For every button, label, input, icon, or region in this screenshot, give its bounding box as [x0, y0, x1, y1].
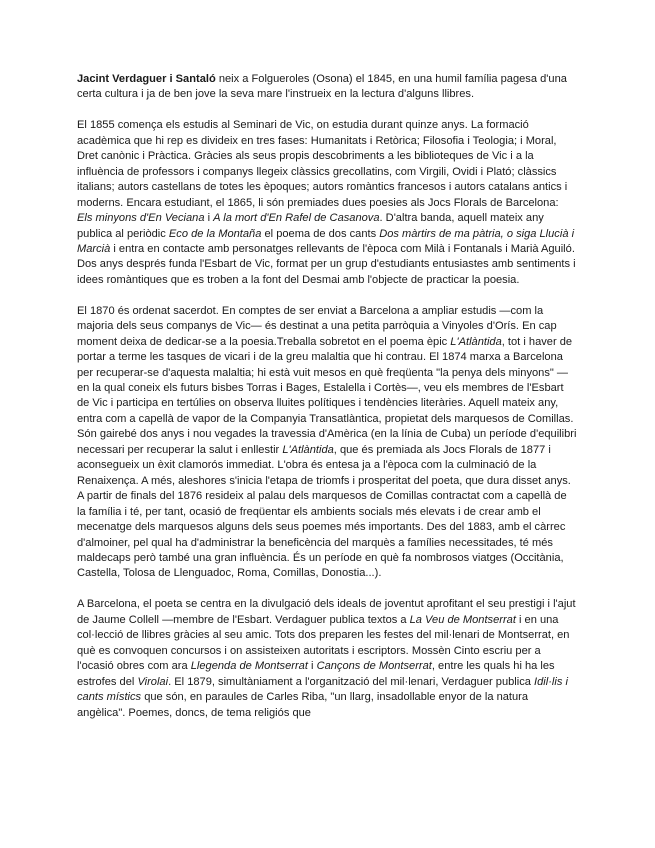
text-run: el poema de dos cants [261, 227, 380, 240]
work-title: Els minyons d'En Veciana [77, 212, 205, 225]
text-run: . D'altra banda, aquell mateix any publica al periòdic [77, 212, 544, 240]
document-body [77, 72, 577, 721]
paragraph-sacerdot [77, 304, 577, 582]
text-run: , que és premiada als Jocs Florals de 1877 i aconsegueix un èxit clamorós immediat. L'obra és entesa ja a l'època com la culminació de la Renaixença. A més, aleshores s'inicia l'etapa de triomfs i prosperitat del poeta, que dura disset anys. A partir de finals del 1876 resideix al palau dels marquesos de Comillas contractat com a capellà de la família i té, per tant, ocasió de freqüentar els ambients socials més elevats i de crear amb el mecenatge dels marquesos alguns dels seus poemes més importants. Des del 1883, amb el càrrec d'almoiner, pel qual ha d'administrar la beneficència del marquès a famílies necessitades, té més maldecaps però també una gran influència. És un període en què fa nombrosos viatges (Occitània, Castella, Tolosa de Llenguadoc, Roma, Comillas, Donostia...). [77, 443, 571, 580]
paragraph-barcelona [77, 597, 577, 721]
text-run: , entre les quals hi ha les estrofes del [77, 660, 555, 688]
text-run: i [307, 660, 317, 673]
author-name: Jacint Verdaguer i Santaló [77, 73, 216, 85]
paragraph-seminari [77, 118, 577, 288]
text-run: A Barcelona, el poeta se centra en la divulgació dels ideals de joventut aprofitant el seu prestigi i l'ajut de Jaume Collell —membre de l'Esbart. Verdaguer publica textos a [77, 598, 576, 626]
periodical-title: La Veu de Montserrat [409, 613, 516, 626]
paragraph-intro [77, 72, 577, 103]
text-run: . El 1879, simultàniament a l'organització del mil·lenari, Verdaguer publica [168, 675, 535, 688]
text-run: , tot i haver de portar a terme les tasques de vicari i de la greu malaltia que hi contrau. El 1874 marxa a Barcelona per recuperar-se d'aquesta malaltia; hi està vuit mesos en què freqüenta "la penya dels minyons" —en la qual coneix els futurs bisbes Torras i Bages, Estalella i Cortès—, veu els membres de l'Esbart de Vic i participa en tertúlies on observa lluites polítiques i tendències literàries. Aquell mateix any, entra com a capellà de vapor de la Companyia Transatlàntica, propietat dels marquesos de Comillas. Són gairebé dos anys i nou vegades la travessia d'Amèrica (en la línia de Cuba) un període d'equilibri necessari per recuperar la salut i enllestir [77, 335, 577, 456]
work-title: A la mort d'En Rafel de Casanova [213, 212, 380, 225]
work-title: L'Atlàntida [282, 443, 334, 456]
text-run: neix a Folgueroles (Osona) el 1845, en una humil família pagesa d'una certa cultura i ja de ben jove la seva mare l'instrueix en la lectura d'alguns llibres. [77, 73, 567, 101]
work-title: Llegenda de Montserrat [190, 660, 308, 673]
periodical-title: Eco de la Montaña [168, 227, 262, 240]
text-run: i entra en contacte amb personatges rellevants de l'època com Milà i Fontanals i Marià Aguiló. Dos anys després funda l'Esbart de Vic, format per un grup d'estudiants entusiastes amb sentiments i idees romàntiques que es troben a la font del Desmai amb l'objecte de practicar la poesia. [77, 242, 576, 286]
text-run: El 1870 és ordenat sacerdot. En comptes de ser enviat a Barcelona a ampliar estudis —com la majoria dels seus companys de Vic— és destinat a una petita parròquia a Vinyoles d'Orís. En cap moment deixa de dedicar-se a la poesia.Treballa sobretot en el poema èpic [77, 304, 557, 348]
text-run: El 1855 comença els estudis al Seminari de Vic, on estudia durant quinze anys. La formació acadèmica que hi rep es divideix en tres fases: Humanitats i Retòrica; Filosofia i Teologia; i Moral, Dret canònic i Pràctica. Gràcies als seus propis descobriments a les biblioteques de Vic i a la influència de professors i companys llegeix clàssics grecollatins, com Virgili, Ovidi i Plató; clàssics italians; autors castellans de totes les èpoques; autors romàntics francesos i autors catalans antics i moderns. Encara estudiant, el 1865, li són premiades dues poesies als Jocs Florals de Barcelona: [77, 119, 568, 209]
work-title: Idil·lis i cants místics [77, 675, 568, 704]
work-title: Cançons de Montserrat [316, 660, 432, 673]
work-title: Dos màrtirs de ma pàtria, o siga Llucià i Marcià [77, 227, 575, 255]
work-title: L'Atlàntida [450, 335, 502, 348]
text-run: i [204, 212, 214, 225]
text-run: que són, en paraules de Carles Riba, "un llarg, insadollable enyor de la natura angèlica". Poemes, doncs, de tema religiós que [77, 691, 529, 719]
work-title: Virolai [137, 675, 169, 688]
text-run: i en una col·lecció de llibres gràcies al seu amic. Tots dos preparen les festes del mil·lenari de Montserrat, en què es convoquen concursos i on assisteixen autoritats i escriptors. Mossèn Cinto escriu per a l'ocasió obres com ara [77, 613, 570, 673]
